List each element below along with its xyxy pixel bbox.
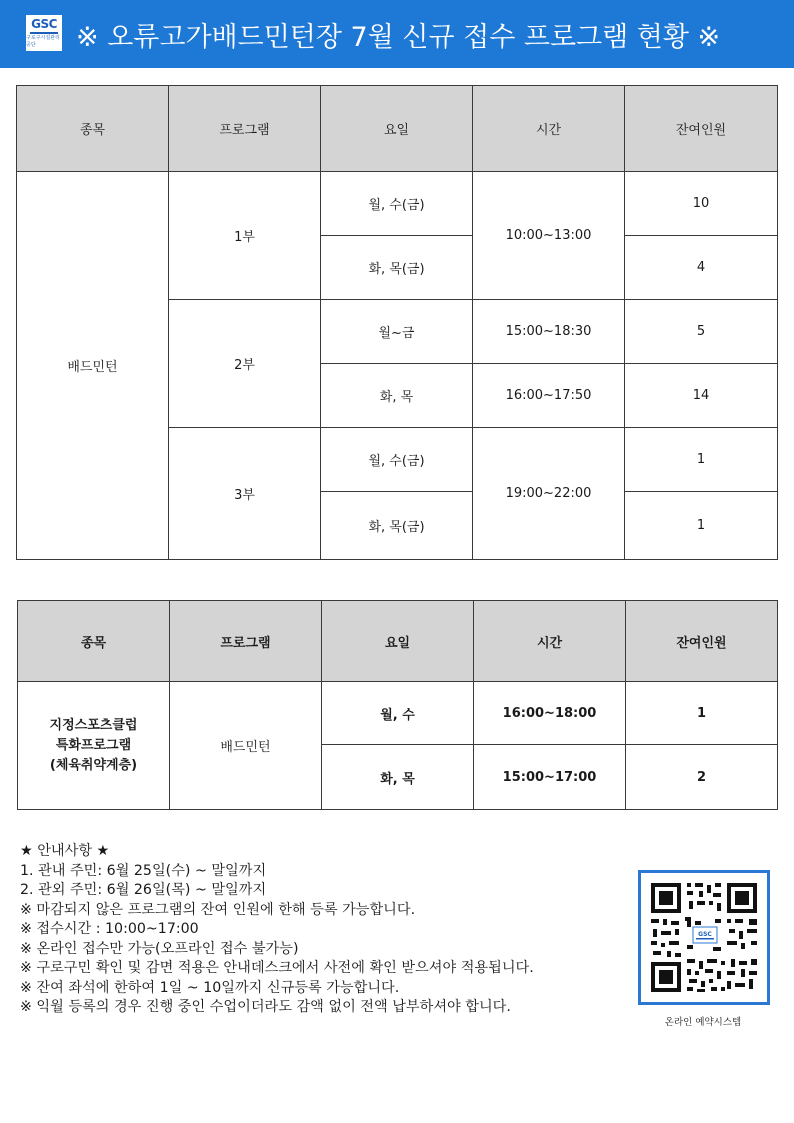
qr-code-frame[interactable] (638, 870, 770, 1005)
qr-center-logo: GSC (698, 931, 712, 938)
sport-line: 특화프로그램 (55, 737, 132, 753)
page-title: ※ 오류고가배드민턴장 7월 신규 접수 프로그램 현황 ※ (76, 21, 721, 53)
day-cell: 월, 수(금) (321, 428, 473, 492)
day-cell: 화, 목(금) (321, 492, 473, 560)
remaining-cell: 1 (626, 682, 778, 745)
remaining-cell: 14 (625, 364, 778, 428)
special-program-table (17, 600, 778, 810)
notice-line: ※ 잔여 좌석에 한하여 1일 ~ 10일까지 신규등록 가능합니다. (20, 979, 400, 996)
notice-line: 1. 관내 주민: 6월 25일(수) ~ 말일까지 (20, 862, 267, 879)
time-cell: 16:00~17:50 (473, 364, 625, 428)
logo-text: GSC (31, 16, 57, 31)
time-cell: 15:00~18:30 (473, 300, 625, 364)
logo-bar (30, 32, 58, 34)
logo-subtext: 구로구시설관리공단 (26, 34, 60, 48)
remaining-cell: 4 (625, 236, 778, 300)
sport-cell (18, 682, 170, 810)
day-cell: 화, 목 (321, 364, 473, 428)
program-cell: 배드민턴 (170, 682, 322, 810)
day-cell: 화, 목(금) (321, 236, 473, 300)
sport-line: (체육취약계층) (49, 757, 138, 773)
time-cell: 16:00~18:00 (474, 682, 626, 745)
table-header-row (18, 601, 778, 682)
time-cell: 15:00~17:00 (474, 745, 626, 810)
notice-line: ※ 구로구민 확인 및 감면 적용은 안내데스크에서 사전에 확인 받으셔야 적용됩니다. (20, 960, 534, 976)
remaining-cell: 5 (625, 300, 778, 364)
header-remaining: 잔여인원 (625, 86, 778, 172)
remaining-cell: 1 (625, 492, 778, 560)
sport-line: 지정스포츠클럽 (49, 717, 138, 733)
time-cell: 10:00~13:00 (473, 172, 625, 300)
gsc-logo (26, 15, 62, 51)
header-time: 시간 (473, 86, 625, 172)
time-cell: 19:00~22:00 (473, 428, 625, 560)
notice-line: ※ 접수시간 : 10:00~17:00 (20, 921, 199, 937)
program-cell: 2부 (169, 300, 321, 428)
day-cell: 화, 목 (322, 745, 474, 810)
notice-section (20, 842, 620, 1018)
header-day: 요일 (322, 601, 474, 682)
header-program: 프로그램 (169, 86, 321, 172)
notice-line: ※ 익월 등록의 경우 진행 중인 수업이더라도 감액 없이 전액 납부하셔야 합니다. (20, 999, 511, 1015)
day-cell: 월~금 (321, 300, 473, 364)
program-cell: 3부 (169, 428, 321, 560)
table-header-row (17, 86, 778, 172)
notice-title: ★ 안내사항 ★ (20, 843, 110, 859)
day-cell: 월, 수 (322, 682, 474, 745)
program-table (16, 85, 778, 560)
remaining-cell: 10 (625, 172, 778, 236)
notice-line: ※ 온라인 접수만 가능(오프라인 접수 불가능) (20, 940, 299, 957)
notice-line: ※ 마감되지 않은 프로그램의 잔여 인원에 한해 등록 가능합니다. (20, 901, 416, 918)
header-day: 요일 (321, 86, 473, 172)
header-sport: 종목 (17, 86, 169, 172)
program-cell: 1부 (169, 172, 321, 300)
header-remaining: 잔여인원 (626, 601, 778, 682)
header-sport: 종목 (18, 601, 170, 682)
qr-caption: 온라인 예약시스템 (664, 1017, 742, 1028)
notice-line: 2. 관외 주민: 6월 26일(목) ~ 말일까지 (20, 882, 267, 898)
sport-cell: 배드민턴 (17, 172, 169, 560)
qr-code-icon[interactable] (641, 873, 767, 1002)
day-cell: 월, 수(금) (321, 172, 473, 236)
header-banner (0, 0, 794, 68)
table-row (18, 682, 778, 745)
header-time: 시간 (474, 601, 626, 682)
table-row (17, 172, 778, 236)
header-program: 프로그램 (170, 601, 322, 682)
remaining-cell: 2 (626, 745, 778, 810)
remaining-cell: 1 (625, 428, 778, 492)
